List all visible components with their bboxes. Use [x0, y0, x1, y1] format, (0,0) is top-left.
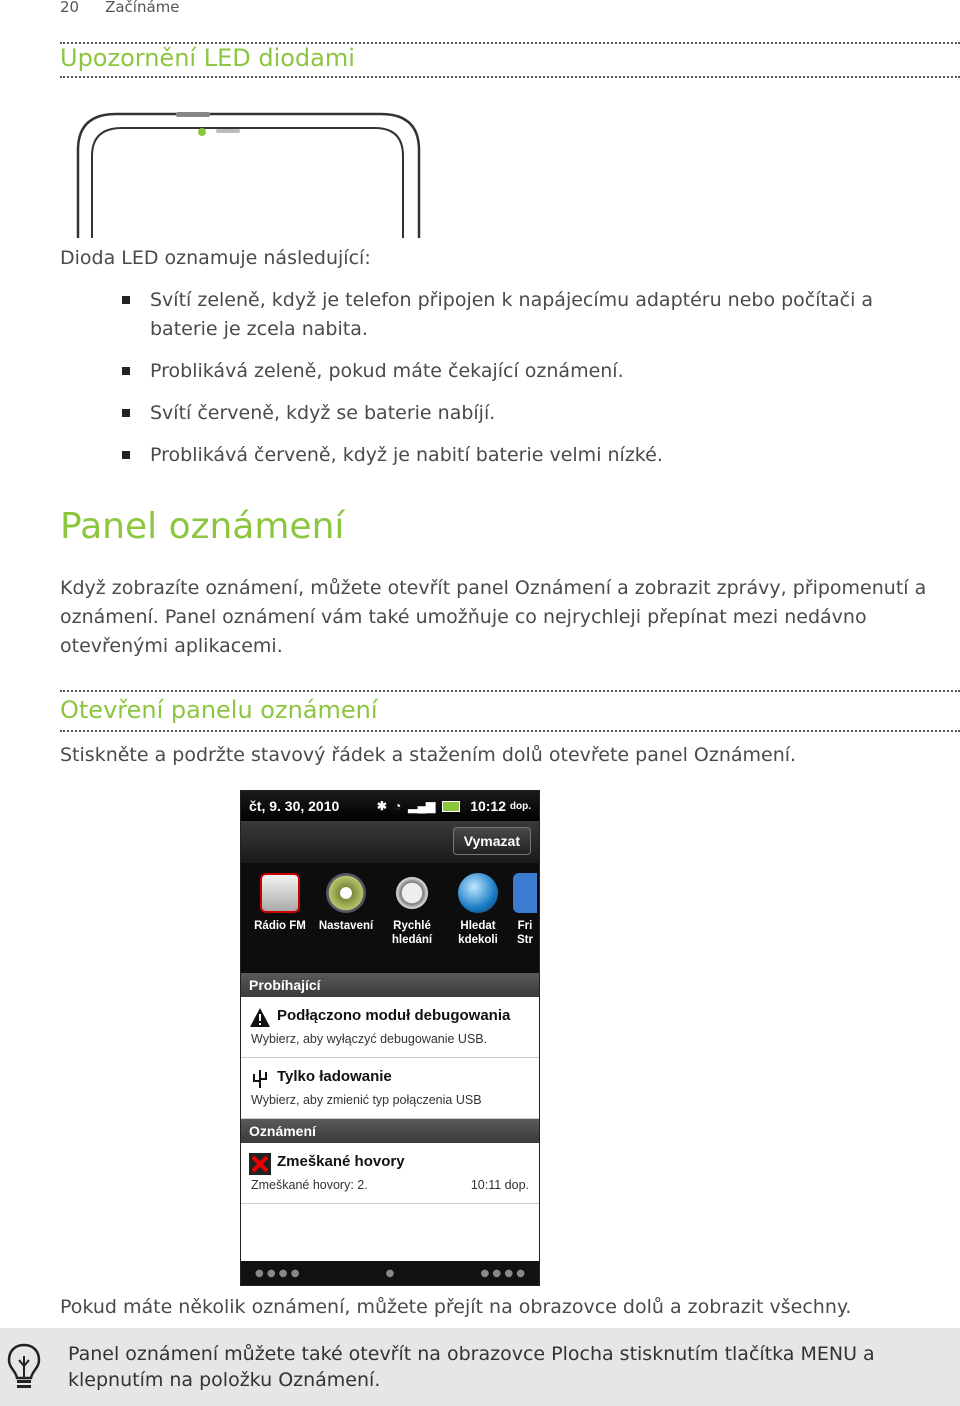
notification-title: Tylko ładowanie	[277, 1068, 392, 1085]
led-section-title: Upozornění LED diodami	[60, 44, 355, 72]
bluetooth-icon: ✱	[376, 799, 387, 813]
chapter-name: Začínáme	[105, 0, 180, 16]
notification-item[interactable]	[241, 1143, 539, 1204]
notifications-header: Oznámení	[241, 1119, 539, 1143]
notification-item[interactable]	[241, 1058, 539, 1119]
notification-title: Podłączono moduł debugowania	[277, 1007, 511, 1024]
more-notifications-text: Pokud máte několik oznámení, můžete přejít na obrazovce dolů a zobrazit všechny.	[60, 1296, 852, 1318]
panel-section-title: Panel oznámení	[60, 506, 345, 547]
app-label: Rychlé hledání	[391, 920, 433, 946]
status-bar[interactable]	[241, 791, 539, 821]
ongoing-header: Probíhající	[241, 973, 539, 997]
wifi-icon: ◔	[393, 799, 402, 813]
globe-search-icon	[458, 873, 498, 913]
tip-text-part: .	[374, 1369, 381, 1391]
notifications-link[interactable]: Oznámení	[278, 1369, 375, 1391]
app-label: Hledat kdekoli	[458, 920, 498, 946]
app-radio-fm[interactable]	[249, 873, 311, 973]
lightbulb-icon	[6, 1342, 42, 1392]
open-panel-title: Otevření panelu oznámení	[60, 696, 378, 724]
phone-illustration	[76, 110, 421, 238]
led-intro: Dioda LED oznamuje následující:	[60, 247, 371, 269]
app-quick-search[interactable]	[381, 873, 443, 973]
power-button	[176, 112, 210, 117]
tip-box	[0, 1328, 960, 1406]
notification-subtitle: Wybierz, aby zmienić typ połączenia USB	[251, 1093, 482, 1107]
magnifier-icon	[392, 873, 432, 913]
list-item: Problikává zeleně, pokud máte čekající oznámení.	[122, 357, 942, 386]
handle-knob-icon: ●	[385, 1267, 395, 1279]
settings-gear-icon	[326, 873, 366, 913]
tip-text-part: Panel oznámení můžete také otevřít na obrazovce Plocha stisknutím tlačítka MENU a klepnutím na položku	[68, 1343, 875, 1391]
app-label: Rádio FM	[254, 920, 306, 932]
radio-icon	[260, 873, 300, 913]
divider	[60, 730, 960, 732]
notification-time: 10:11 dop.	[470, 1178, 529, 1192]
led-list	[122, 286, 942, 483]
status-date: čt, 9. 30, 2010	[249, 798, 340, 814]
warning-icon	[249, 1007, 271, 1029]
drag-handle[interactable]	[241, 1261, 539, 1285]
led-indicator	[198, 128, 206, 136]
missed-call-icon	[249, 1153, 271, 1175]
list-item: Svítí červeně, když se baterie nabíjí.	[122, 399, 942, 428]
grip-dots-icon: ● ● ● ●	[255, 1267, 300, 1279]
grip-dots-icon: ● ● ● ●	[480, 1267, 525, 1279]
divider	[60, 690, 960, 692]
notification-subtitle: Zmeškané hovory: 2.	[251, 1178, 368, 1192]
divider	[60, 76, 960, 78]
open-panel-body: Stiskněte a podržte stavový řádek a stažením dolů otevřete panel Oznámení.	[60, 744, 797, 766]
app-label: Fri Str	[517, 920, 533, 946]
notification-title: Zmeškané hovory	[277, 1153, 405, 1170]
app-label: Nastavení	[318, 920, 374, 932]
status-time: 10:12	[470, 798, 506, 814]
list-item: Problikává červeně, když je nabití baterie velmi nízké.	[122, 441, 942, 470]
app-settings[interactable]	[315, 873, 377, 973]
page-number: 20	[60, 0, 80, 16]
notification-panel-screenshot	[240, 790, 540, 1286]
friend-stream-icon	[513, 873, 537, 913]
tip-text	[68, 1341, 928, 1393]
app-search-anywhere[interactable]	[447, 873, 509, 973]
running-header	[60, 0, 180, 16]
signal-icon: ▂▄▆	[408, 799, 436, 813]
notification-item[interactable]	[241, 997, 539, 1058]
status-ampm: dop.	[509, 800, 531, 812]
recent-apps	[241, 863, 539, 973]
usb-icon	[249, 1068, 271, 1090]
battery-icon	[442, 801, 460, 812]
notification-subtitle: Wybierz, aby wyłączyć debugowanie USB.	[251, 1032, 488, 1046]
app-friend-stream[interactable]	[513, 873, 537, 973]
panel-body: Když zobrazíte oznámení, můžete otevřít panel Oznámení a zobrazit zprávy, připomenutí a oznámení. Panel oznámení vám také umožňuje co nejrychleji přepínat mezi nedávno otevřenými aplikacemi.	[60, 577, 927, 657]
clear-bar	[241, 821, 539, 863]
clear-button[interactable]: Vymazat	[453, 827, 531, 855]
earpiece	[216, 129, 240, 133]
list-item: Svítí zeleně, když je telefon připojen k napájecímu adaptéru nebo počítači a baterie je zcela nabita.	[122, 286, 942, 344]
